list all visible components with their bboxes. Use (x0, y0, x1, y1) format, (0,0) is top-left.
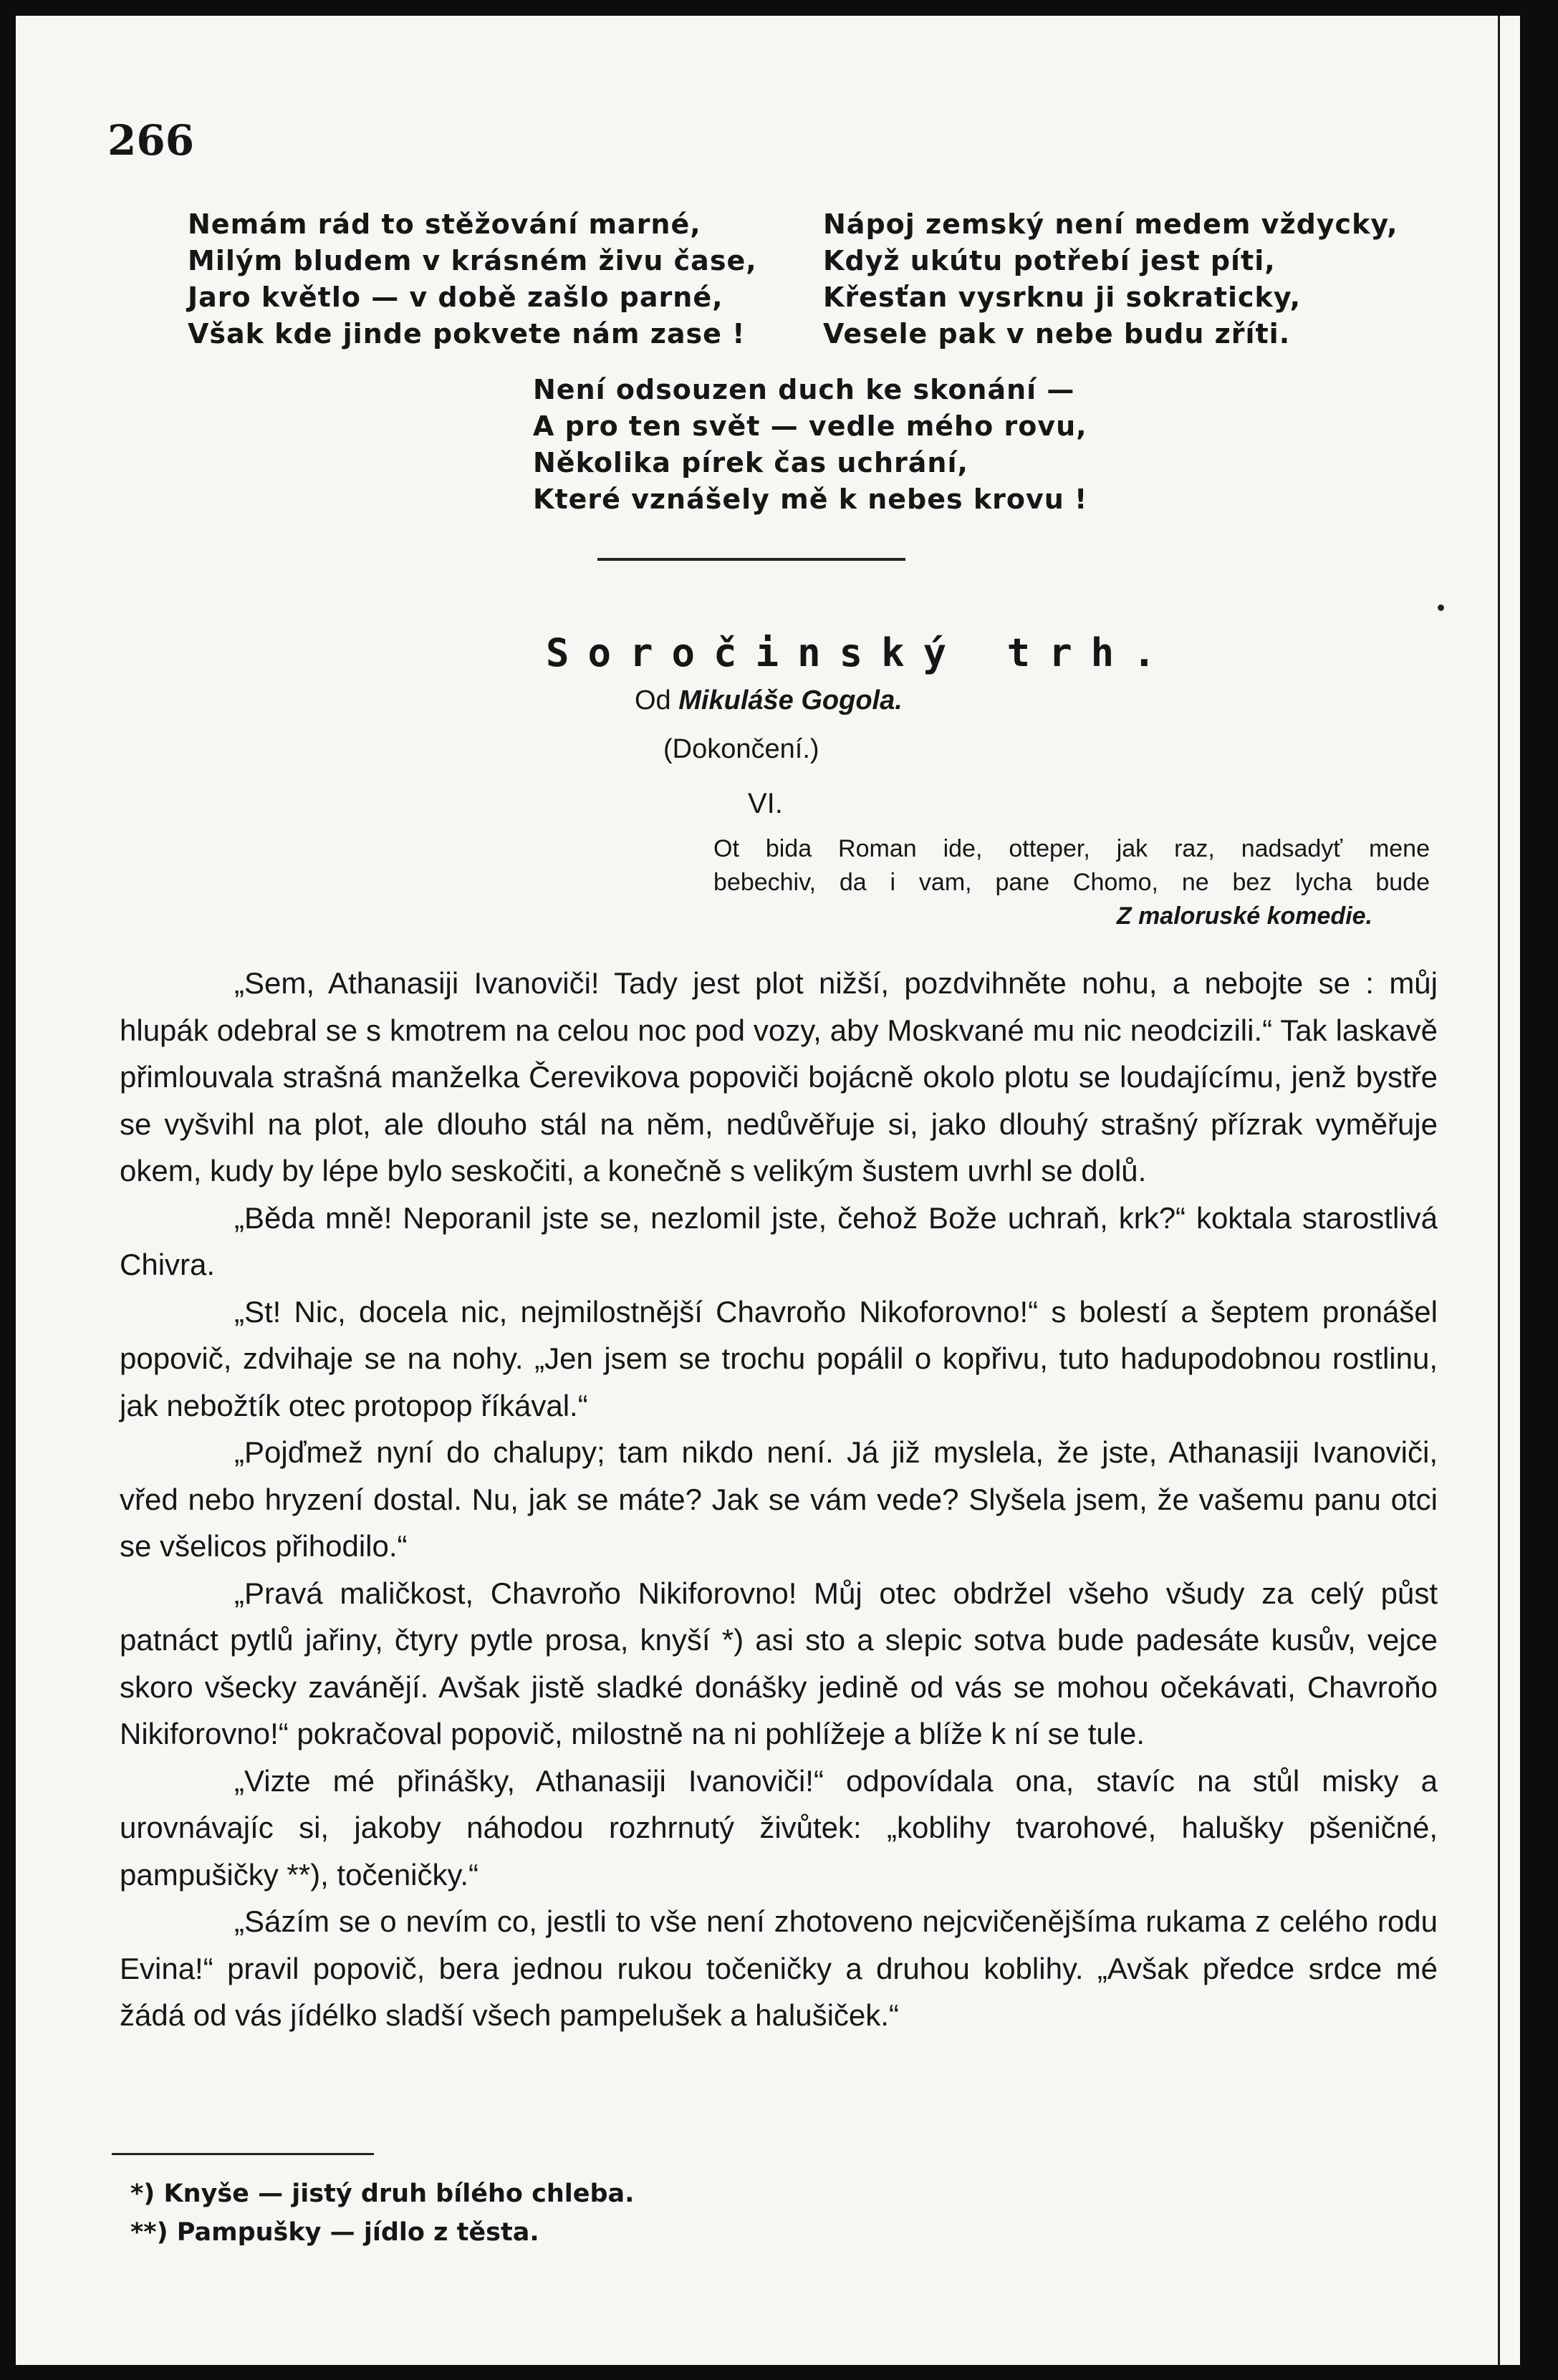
epigraph-source: Z maloruské komedie. (1116, 902, 1372, 930)
book-page (16, 16, 1520, 2365)
print-speck (1438, 604, 1444, 611)
epigraph (713, 832, 1430, 933)
continuation-note: (Dokončení.) (663, 734, 819, 764)
paragraph: „Pojďmež nyní do chalupy; tam nikdo není. Já již myslela, že jste, Athanasiji Ivanoviči, vřed nebo hryzení dostal. Nu, jak se máte? Jak se vám vede? Slyšela jsem, že vašemu panu otci se všelicos přihodilo.“ (120, 1435, 1438, 1563)
verse-line: Jaro květlo — v době zašlo parné, (188, 281, 723, 313)
paragraph: „Vizte mé přinášky, Athanasiji Ivanoviči!“ odpovídala ona, stavíc na stůl misky a urovnávajíc si, jakoby náhodou rozhrnutý živůtek: „koblihy tvarohové, halušky pšeničné, pampušičky **), točeničky.“ (120, 1763, 1438, 1892)
footnote-rule (112, 2153, 374, 2155)
author-line (635, 685, 903, 716)
poem-stanza-left (188, 206, 757, 352)
verse-line: Vesele pak v nebe budu zříti. (823, 318, 1291, 350)
author-prefix: Od (635, 685, 671, 716)
epigraph-line: bebechiv, da i vam, pane Chomo, ne bez lycha bude (713, 869, 1430, 896)
verse-line: Když ukútu potřebí jest píti, (823, 245, 1276, 276)
verse-line: Několika pírek čas uchrání, (533, 447, 968, 478)
paragraph: „Běda mně! Neporanil jste se, nezlomil jste, čehož Bože uchraň, krk?“ koktala starostlivá Chivra. (120, 1200, 1438, 1281)
footnote: **) Pampušky — jídlo z těsta. (130, 2218, 539, 2247)
page-edge-rule (1498, 16, 1500, 2365)
epigraph-line: Ot bida Roman ide, otteper, jak raz, nadsadyť mene (713, 835, 1430, 862)
paragraph: „Sázím se o nevím co, jestli to vše není zhotoveno nejcvičenějšíma rukama z celého rodu Evina!“ pravil popovič, bera jednou rukou točeničky a druhou koblihy. „Avšak předce srdce mé žádá od vás jídélko sladší všech pampelušek a halušiček.“ (120, 1904, 1438, 2032)
paragraph: „Pravá maličkost, Chavroňo Nikiforovno! Můj otec obdržel všeho všudy za celý půst patnáct pytlů jařiny, čtyry pytle prosa, knyší *) asi sto a slepic sotva bude padesáte kusův, vejce skoro všecky zavánějí. Avšak jistě sladké donášky jedině od vás se mohou očekávati, Chavroňo Nikiforovno!“ pokračoval popovič, milostně na ni pohlížeje a blíže k ní se tule. (120, 1576, 1438, 1750)
page-number: 266 (107, 116, 195, 165)
verse-line: Které vznášely mě k nebes krovu ! (533, 483, 1088, 515)
poem-stanza-right (823, 206, 1398, 352)
verse-line: A pro ten svět — vedle mého rovu, (533, 410, 1087, 442)
footnotes (130, 2174, 634, 2252)
paragraph: „St! Nic, docela nic, nejmilostnější Chavroňo Nikoforovno!“ s bolestí a šeptem pronášel popovič, zdvihaje se na nohy. „Jen jsem se trochu popálil o kopřivu, tuto hadupodobnou rostlinu, jak nebožtík otec protopop říkával.“ (120, 1294, 1438, 1422)
chapter-number: VI. (748, 788, 783, 819)
verse-line: Milým bludem v krásném živu čase, (188, 245, 757, 276)
article-title: Soročinský trh. (546, 630, 1175, 675)
verse-line: Však kde jinde pokvete nám zase ! (188, 318, 746, 350)
body-text (120, 960, 1438, 2039)
verse-line: Křesťan vysrknu ji sokraticky, (823, 281, 1302, 313)
verse-line: Nápoj zemský není medem vždycky, (823, 208, 1398, 240)
poem-stanza-center (533, 372, 1087, 518)
section-divider (597, 558, 905, 561)
paragraph: „Sem, Athanasiji Ivanoviči! Tady jest plot nižší, pozdvihněte nohu, a nebojte se : můj hlupák odebral se s kmotrem na celou noc pod vozy, aby Moskvané mu nic neodcizili.“ Tak laskavě přimlouvala strašná manželka Čerevikova popoviči bojácně okolo plotu se loudajícímu, jenž bystře se vyšvihl na plot, ale dlouho stál na něm, nedůvěřuje si, jako dlouhý strašný přízrak vyměřuje okem, kudy by lépe bylo seskočiti, a konečně s velikým šustem uvrhl se dolů. (120, 966, 1438, 1187)
verse-line: Není odsouzen duch ke skonání — (533, 374, 1075, 405)
author-name: Mikuláše Gogola. (678, 685, 903, 716)
footnote: *) Knyše — jistý druh bílého chleba. (130, 2179, 635, 2208)
verse-line: Nemám rád to stěžování marné, (188, 208, 701, 240)
